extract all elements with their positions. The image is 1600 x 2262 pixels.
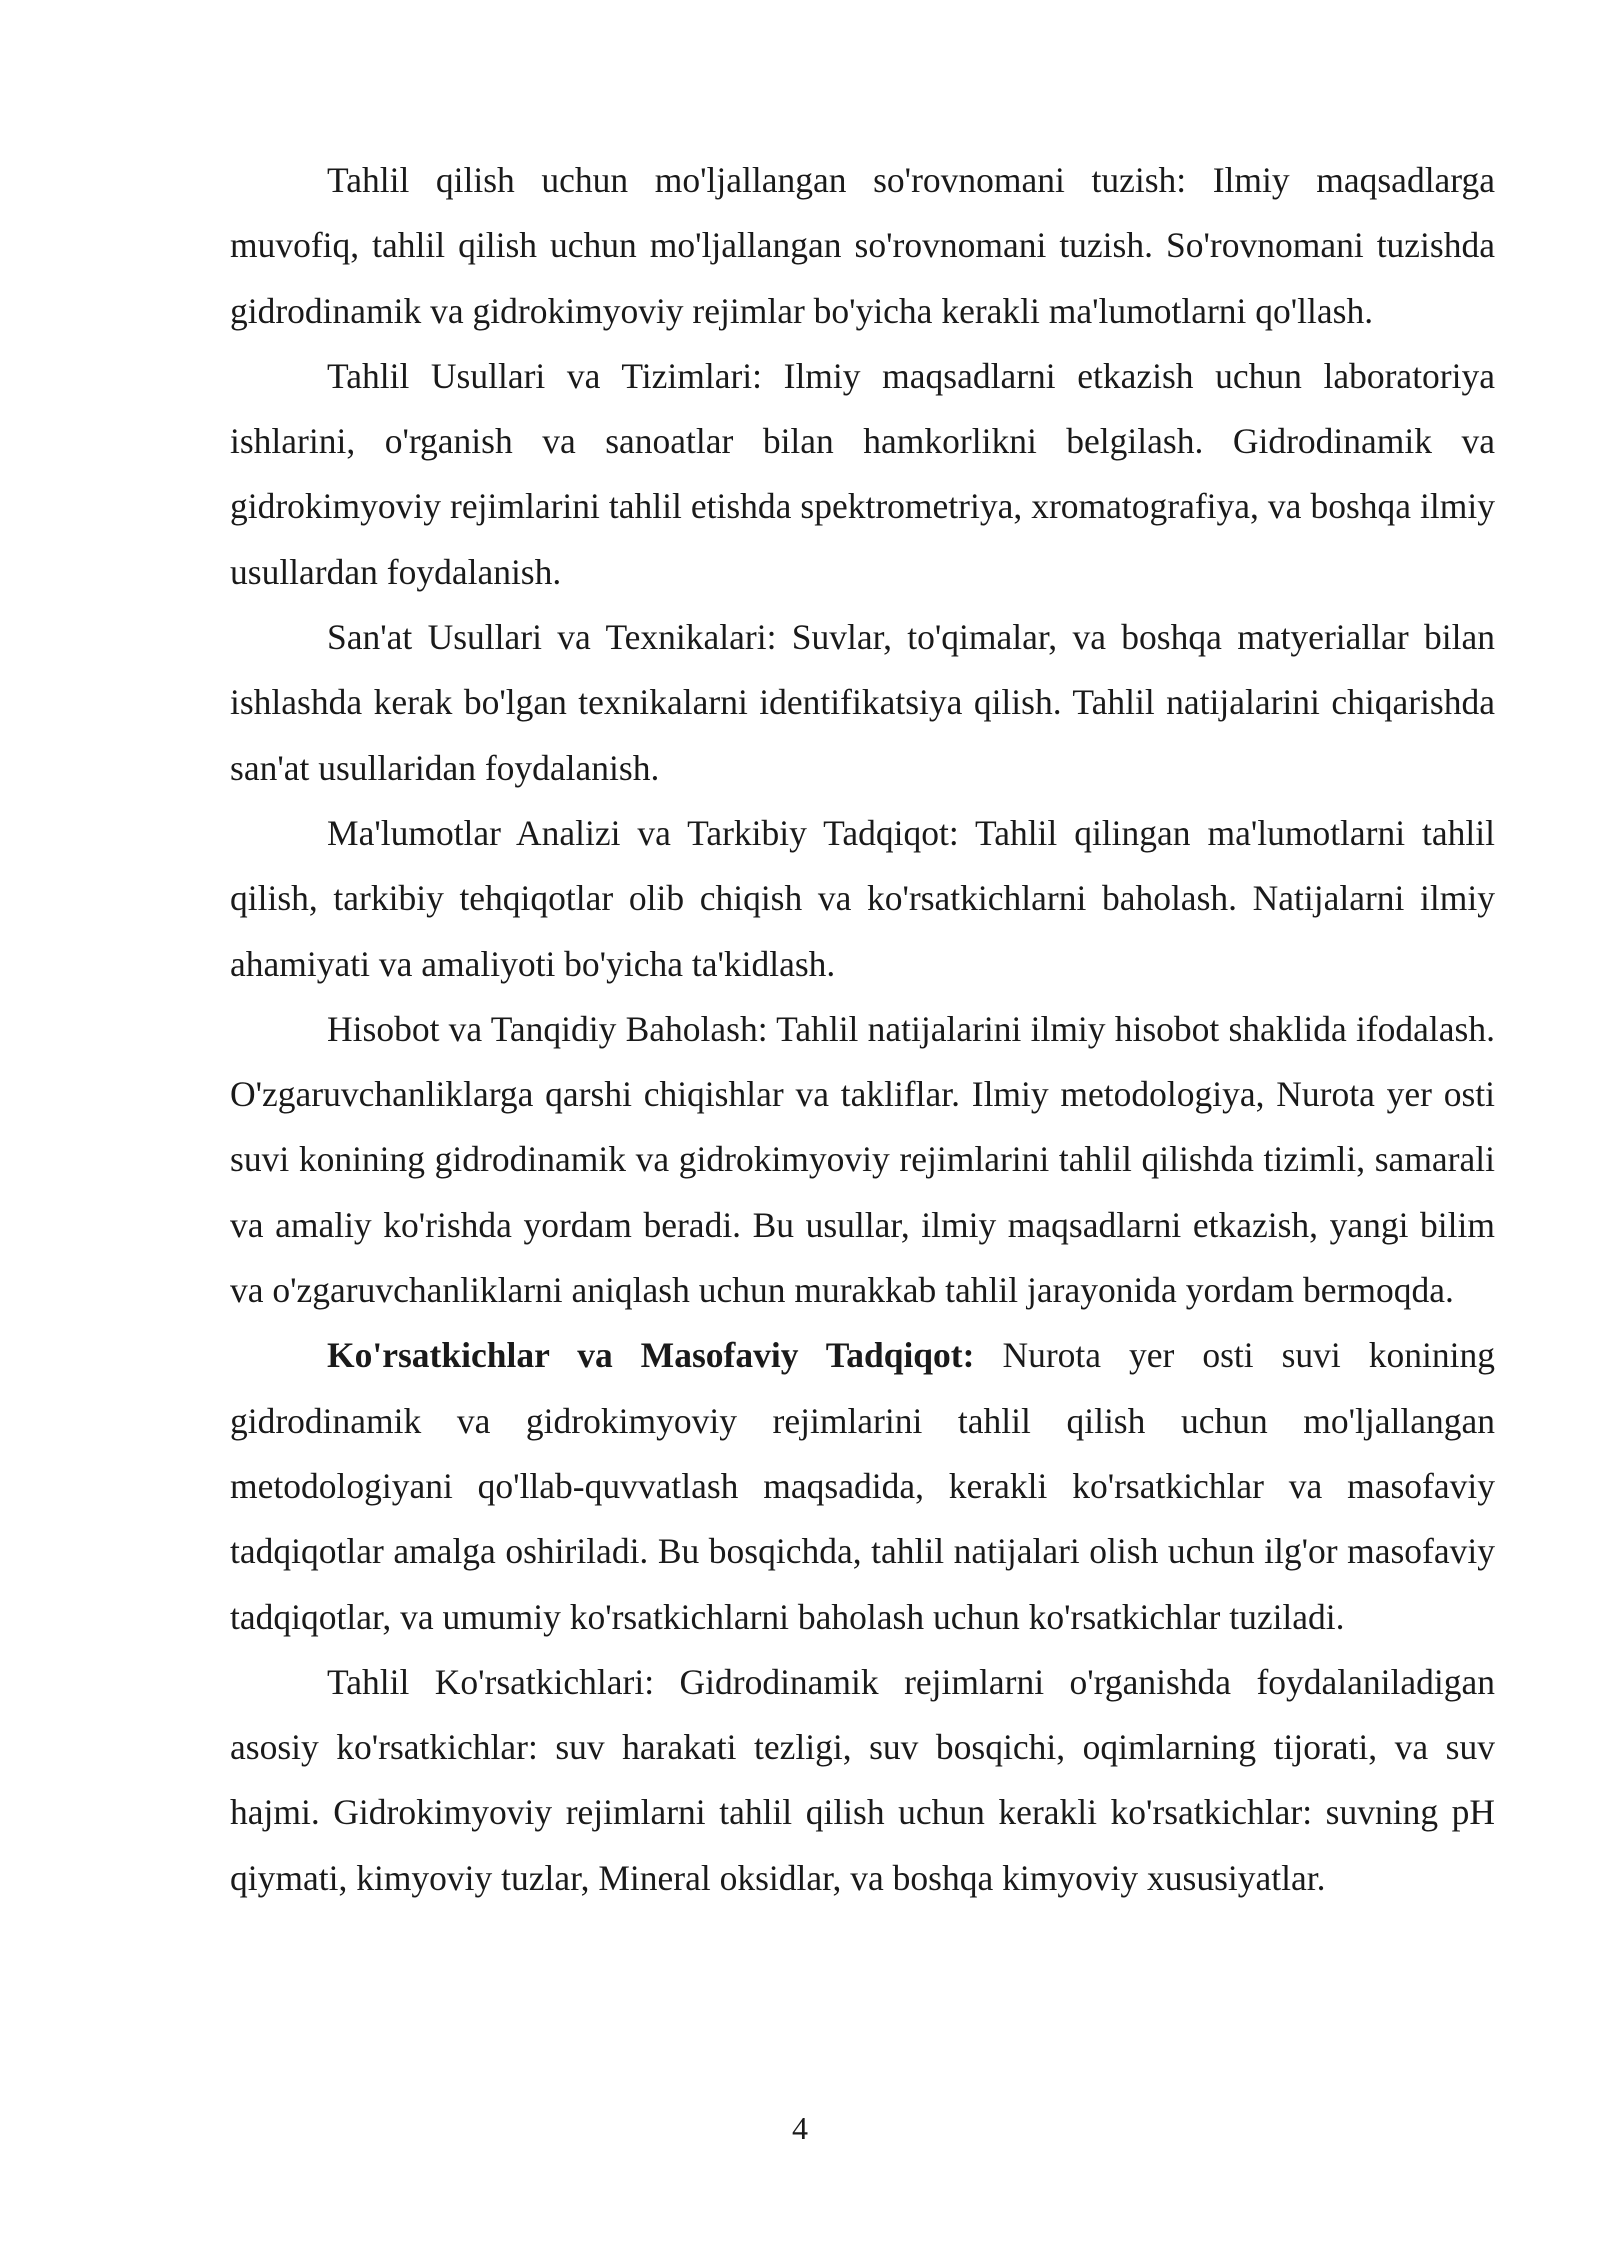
paragraph-report <box>230 997 1495 1323</box>
paragraph-text: Tahlil qilish uchun mo'ljallangan so'rovnomani tuzish: Ilmiy maqsadlarga muvofiq, tahlil qilish uchun mo'ljallangan so'rovnomani tuzish. So'rovnomani tuzishda gidrodinamik va gidrokimyoviy rejimlar bo'yicha kerakli ma'lumotlarni qo'llash. <box>230 160 1495 331</box>
paragraph-questionnaire <box>230 148 1495 344</box>
paragraph-text: Tahlil Ko'rsatkichlari: Gidrodinamik rejimlarni o'rganishda foydalaniladigan asosiy ko'rsatkichlar: suv harakati tezligi, suv bosqichi, oqimlarning tijorati, va suv hajmi. Gidrokimyoviy rejimlarni tahlil qilish uchun kerakli ko'rsatkichlar: suvning pH qiymati, kimyoviy tuzlar, Mineral oksidlar, va boshqa kimyoviy xususiyatlar. <box>230 1661 1495 1898</box>
paragraph-indicators-remote <box>230 1323 1495 1649</box>
paragraph-art-methods <box>230 605 1495 801</box>
paragraph-text: Tahlil Usullari va Tizimlari: Ilmiy maqsadlarni etkazish uchun laboratoriya ishlarini, o'rganish va sanoatlar bilan hamkorlikni belgilash. Gidrodinamik va gidrokimyoviy rejimlarini tahlil etishda spektrometriya, xromatografiya, va boshqa ilmiy usullardan foydalanish. <box>230 355 1495 592</box>
paragraph-text: Ma'lumotlar Analizi va Tarkibiy Tadqiqot: Tahlil qilingan ma'lumotlarni tahlil qilish, tarkibiy tehqiqotlar olib chiqish va ko'rsatkichlarni baholash. Natijalarni ilmiy ahamiyati va amaliyoti bo'yicha ta'kidlash. <box>230 812 1495 984</box>
paragraph-text: Nurota yer osti suvi konining gidrodinamik va gidrokimyoviy rejimlarini tahlil qilish uchun mo'ljallangan metodologiyani qo'llab-quvvatlash maqsadida, kerakli ko'rsatkichlar va masofaviy tadqiqotlar amalga oshiriladi. Bu bosqichda, tahlil natijalari olish uchun ilg'or masofaviy tadqiqotlar, va umumiy ko'rsatkichlarni baholash uchun ko'rsatkichlar tuziladi. <box>230 1335 1495 1637</box>
paragraph-analysis-methods <box>230 344 1495 605</box>
paragraph-text: San'at Usullari va Texnikalari: Suvlar, to'qimalar, va boshqa matyeriallar bilan ishlashda kerak bo'lgan texnikalarni identifikatsiya qilish. Tahlil natijalarini chiqarishda san'at usullaridan foydalanish. <box>230 617 1495 788</box>
paragraph-heading: Ko'rsatkichlar va Masofaviy Tadqiqot: <box>327 1335 975 1376</box>
paragraph-data-analysis <box>230 801 1495 997</box>
paragraph-analysis-indicators <box>230 1650 1495 1911</box>
paragraph-text: Hisobot va Tanqidiy Baholash: Tahlil natijalarini ilmiy hisobot shaklida ifodalash. O'zgaruvchanliklarga qarshi chiqishlar va takliflar. Ilmiy metodologiya, Nurota yer osti suvi konining gidrodinamik va gidrokimyoviy rejimlarini tahlil qilishda tizimli, samarali va amaliy ko'rishda yordam beradi. Bu usullar, ilmiy maqsadlarni etkazish, yangi bilim va o'zgaruvchanliklarni aniqlash uchun murakkab tahlil jarayonida yordam bermoqda. <box>230 1008 1495 1311</box>
page-number: 4 <box>792 2110 808 2146</box>
body-text <box>230 148 1495 1911</box>
